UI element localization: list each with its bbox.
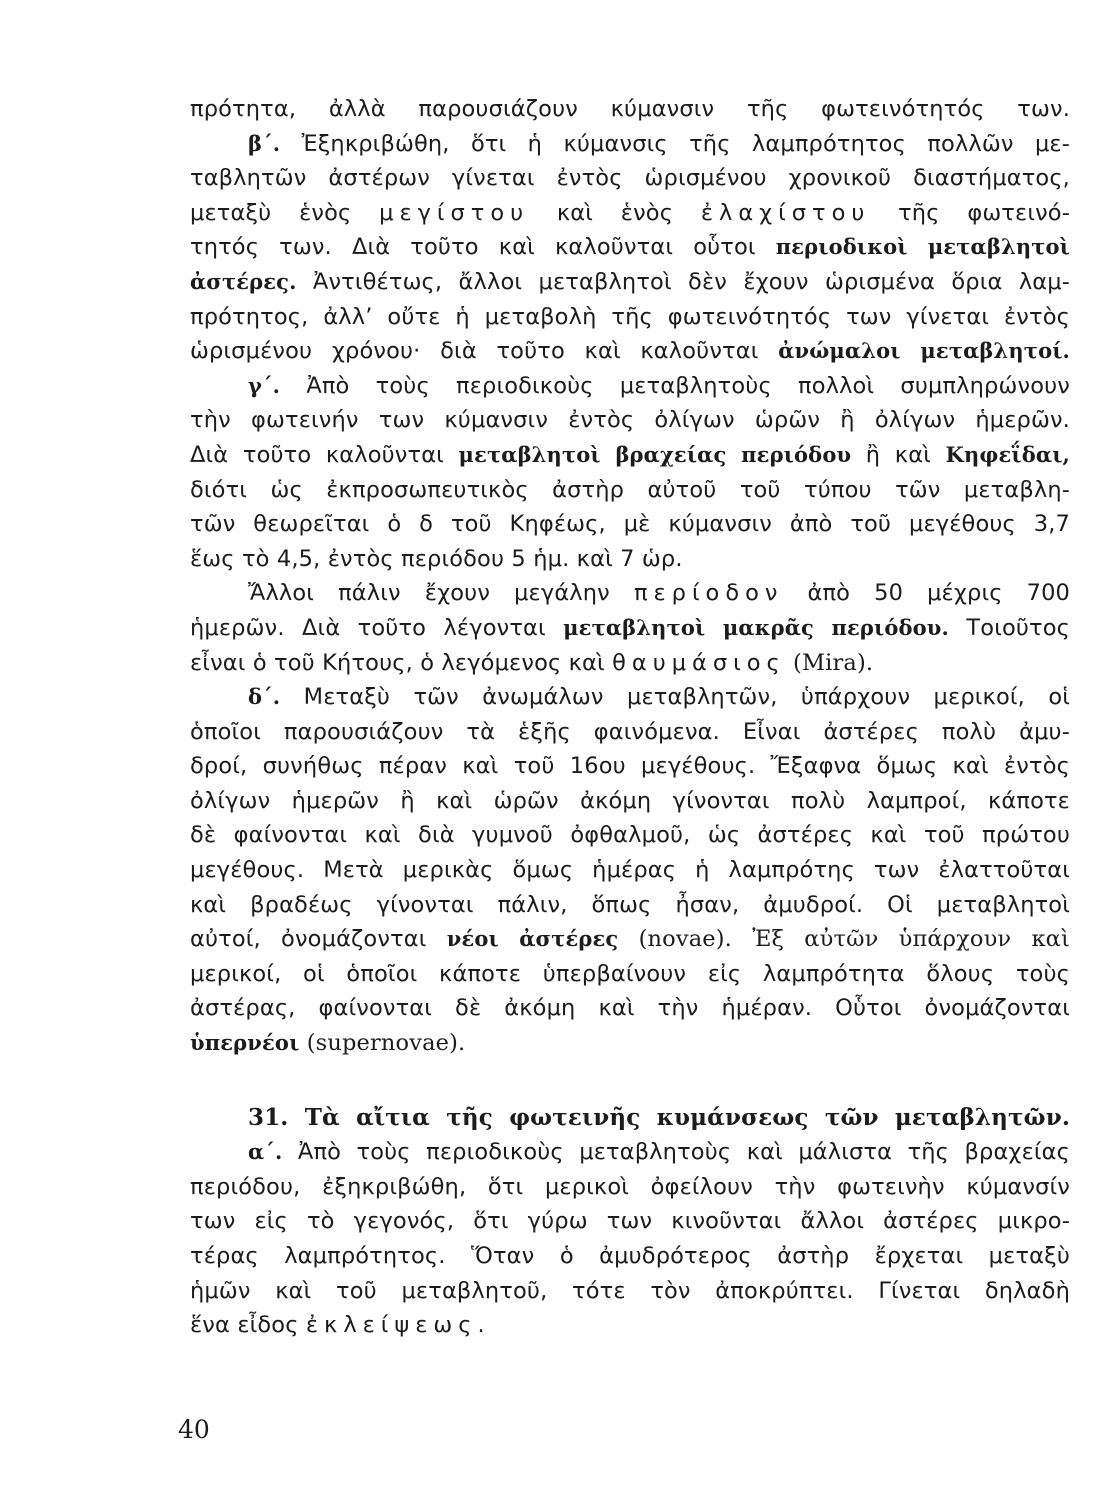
text-line <box>190 334 1070 369</box>
text-span: ἕνα εἶδος <box>190 1312 306 1339</box>
text-line <box>190 265 1070 300</box>
text-span: ἀπὸ 50 μέχρις 700 <box>783 580 1071 607</box>
text-line: δὲ φαίνονται καὶ διὰ γυμνοῦ ὀφθαλμοῦ, ὡς ἀστέρες καὶ τοῦ πρώτου <box>190 822 1070 849</box>
text-line <box>190 230 1070 265</box>
text-span: (novae). Ἐξ αὐτῶν ὑπάρχουν καὶ <box>618 926 1070 953</box>
text-line: τῶν θεωρεῖται ὁ δ τοῦ Κηφέως, μὲ κύμανσιν ἀπὸ τοῦ μεγέθους 3,7 <box>190 511 1070 538</box>
text-line <box>190 576 1070 611</box>
text-line <box>190 369 1070 404</box>
section-gap <box>190 1061 1070 1101</box>
text-line: καὶ βραδέως γίνονται πάλιν, ὅπως ἦσαν, ἀμυδροί. Οἱ μεταβλητοὶ <box>190 891 1070 918</box>
text-line: τέρας λαμπρότητος. Ὅταν ὁ ἀμυδρότερος ἀστὴρ ἔρχεται μεταξὺ <box>190 1243 1070 1269</box>
text-line: τὴν φωτεινήν των κύμανσιν ἐντὸς ὀλίγων ὡρῶν ἢ ὀλίγων ἡμερῶν. <box>190 407 1070 434</box>
text-line: ταβλητῶν ἀστέρων γίνεται ἐντὸς ὡρισμένου χρονικοῦ διαστήματος, <box>190 165 1070 192</box>
text-line <box>190 611 1070 646</box>
text-line <box>190 1135 1070 1170</box>
text-line <box>190 646 1070 681</box>
bold-term: νέοι ἀστέρες <box>446 926 619 952</box>
text-span: ἢ καὶ <box>851 441 946 468</box>
page-number: 40 <box>178 1415 210 1444</box>
text-line: ὁποῖοι παρουσιάζουν τὰ ἑξῆς φαινόμενα. Εἶναι ἀστέρες πολὺ ἀμυ- <box>190 718 1070 745</box>
text-line: των εἰς τὸ γεγονός, ὅτι γύρω των κινοῦνται ἄλλοι ἀστέρες μικρο- <box>190 1208 1070 1235</box>
text-line <box>190 196 1070 231</box>
text-span: καὶ ἑνὸς <box>529 199 701 226</box>
text-span: εἶναι ὁ τοῦ Κήτους, ὁ λεγόμενος καὶ <box>190 649 613 676</box>
spaced-term: περίοδον <box>633 580 784 607</box>
text-line: μερικοί, οἱ ὁποῖοι κάποτε ὑπερβαίνουν εἰς λαμπρότητα ὅλους τοὺς <box>190 960 1070 987</box>
text-span: (supernovae). <box>299 1030 466 1057</box>
text-span: Μεταξὺ τῶν ἀνωμάλων μεταβλητῶν, ὑπάρχουν μερικοί, οἱ <box>280 684 1070 711</box>
section-heading: 31. Τὰ αἴτια τῆς φωτεινῆς κυμάνσεως τῶν μεταβλητῶν. <box>248 1103 1070 1131</box>
bold-term: ἀνώμαλοι μεταβλητοί. <box>778 338 1071 364</box>
bold-term: μεταβλητοὶ βραχείας περιόδου <box>458 441 852 467</box>
text-line: περιόδου, ἐξηκριβώθη, ὅτι μερικοὶ ὀφείλουν τὴν φωτεινὴν κύμανσίν <box>190 1173 1070 1200</box>
text-span: Ἀπὸ τοὺς περιοδικοὺς μεταβλητοὺς καὶ μάλιστα τῆς βραχείας <box>282 1139 1070 1166</box>
item-marker: γ΄. <box>248 372 281 398</box>
spaced-term: ἐλαχίστου <box>700 199 871 226</box>
page-text <box>190 92 1070 1343</box>
spaced-term: μεγίστου <box>379 199 530 226</box>
item-marker: β΄. <box>248 130 281 156</box>
text-span: Ἀντιθέτως, ἄλλοι μεταβλητοὶ δὲν ἔχουν ὡρισμένα ὅρια λαμ- <box>296 268 1070 295</box>
text-span: τητός των. Διὰ τοῦτο καὶ καλοῦνται οὗτοι <box>190 234 776 261</box>
text-span: τῆς φωτεινό- <box>870 199 1070 226</box>
text-line <box>190 1308 1070 1343</box>
text-line: ἕως τὸ 4,5, ἐντὸς περιόδου 5 ἡμ. καὶ 7 ὡρ. <box>190 545 683 572</box>
text-line: πρότητος, ἀλλ’ οὔτε ἡ μεταβολὴ τῆς φωτεινότητός των γίνεται ἐντὸς <box>190 303 1070 330</box>
text-line <box>190 922 1070 957</box>
text-line: ἡμῶν καὶ τοῦ μεταβλητοῦ, τότε τὸν ἀποκρύπτει. Γίνεται δηλαδὴ <box>190 1277 1070 1304</box>
bold-term: περιοδικοὶ μεταβλητοὶ <box>775 234 1070 260</box>
text-span: Τοιοῦτος <box>949 614 1071 641</box>
text-span: ὡρισμένου χρόνου· διὰ τοῦτο καὶ καλοῦνται <box>190 338 779 365</box>
bold-term: ἀστέρες. <box>190 268 297 294</box>
bold-term: μεταβλητοὶ μακρᾶς περιόδου. <box>563 614 949 640</box>
text-span: ἡμερῶν. Διὰ τοῦτο λέγονται <box>190 614 564 641</box>
text-span: αὐτοί, ὀνομάζονται <box>190 926 447 953</box>
bold-term: ὑπερνέοι <box>190 1030 300 1056</box>
spaced-term: ἐκλείψεως. <box>305 1312 491 1339</box>
text-line: ὀλίγων ἡμερῶν ἢ καὶ ὡρῶν ἀκόμη γίνονται πολὺ λαμπροί, κάποτε <box>190 787 1070 814</box>
text-line <box>190 680 1070 715</box>
bold-term: Κηφεΐδαι, <box>945 441 1070 467</box>
text-span: μεταξὺ ἑνὸς <box>190 199 380 226</box>
text-line: μεγέθους. Μετὰ μερικὰς ὅμως ἡμέρας ἡ λαμπρότης των ἐλαττοῦται <box>190 857 1070 884</box>
text-line <box>190 127 1070 162</box>
text-line: ἀστέρας, φαίνονται δὲ ἀκόμη καὶ τὴν ἡμέραν. Οὗτοι ὀνομάζονται <box>190 995 1070 1022</box>
text-span: Διὰ τοῦτο καλοῦνται <box>190 441 459 468</box>
item-marker: δ΄. <box>248 684 281 710</box>
text-span: Ἐξηκριβώθη, ὅτι ἡ κύμανσις τῆς λαμπρότητος πολλῶν με- <box>280 130 1070 157</box>
spaced-term: θαυμάσιος <box>612 649 786 676</box>
text-span: (Mira). <box>785 649 874 676</box>
text-line: δροί, συνήθως πέραν καὶ τοῦ 16ου μεγέθους. Ἔξαφνα ὅμως καὶ ἐντὸς <box>190 753 1070 780</box>
text-line <box>190 438 1070 473</box>
text-line <box>190 1026 1070 1061</box>
item-marker: α΄. <box>248 1139 283 1165</box>
text-span: Ἄλλοι πάλιν ἔχουν μεγάλην <box>248 580 634 607</box>
text-line: πρότητα, ἀλλὰ παρουσιάζουν κύμανσιν τῆς φωτεινότητός των. <box>190 96 1070 122</box>
text-line: διότι ὡς ἐκπροσωπευτικὸς ἀστὴρ αὐτοῦ τοῦ τύπου τῶν μεταβλη- <box>190 476 1070 503</box>
text-span: Ἀπὸ τοὺς περιοδικοὺς μεταβλητοὺς πολλοὶ συμπληρώνουν <box>280 372 1070 399</box>
